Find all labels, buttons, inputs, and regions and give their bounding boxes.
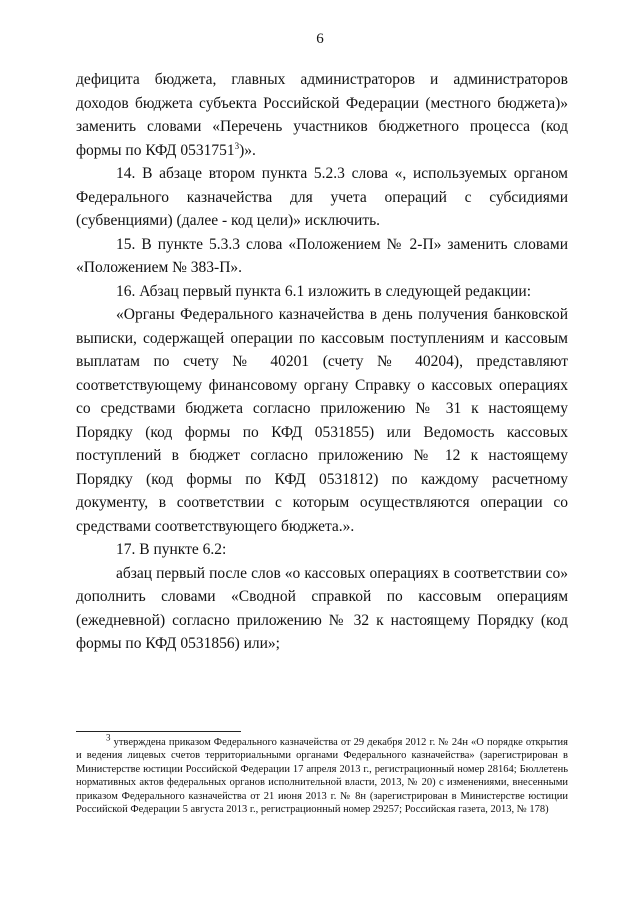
paragraph-item-15: 15. В пункте 5.3.3 слова «Положением № 2-П» заменить словами «Положением № 383-П». — [76, 235, 568, 276]
footnote — [76, 732, 568, 816]
paragraph-item-16: 16. Абзац первый пункта 6.1 изложить в следующей редакции: — [116, 282, 532, 300]
footnote-mark: 3 — [106, 732, 111, 743]
footnote-text: утверждена приказом Федерального казначейства от 29 декабря 2012 г. № 24н «О порядке открытия и ведения лицевых счетов территориальными органами Федерального казначейства» (зарегистрирован в Министерстве юстиции Российской Федерации 17 апреля 2013 г., регистрационный номер 28164; Бюллетень нормативных актов федеральных органов исполнительной власти, 2013, № 20) с изменениями, внесенными приказом Федерального казначейства от 21 июня 2013 г. № 8н (зарегистрирован в Министерстве юстиции Российской Федерации 5 августа 2013 г., регистрационный номер 29257; Российская газета, 2013, № 178) — [76, 737, 568, 816]
paragraph-item-14: 14. В абзаце втором пункта 5.2.3 слова «, используемых органом Федерального казначейства для учета операций с субсидиями (субвенциями) (далее - код цели)» исключить. — [76, 165, 568, 229]
paragraph-quoted-text: «Органы Федерального казначейства в день получения банковской выписки, содержащей операции по кассовым поступлениям и кассовым выплатам по счету № 40201 (счету № 40204), представляют соответствующему финансовому органу Справку о кассовых операциях со средствами бюджета согласно приложению № 31 к настоящему Порядку (код формы по КФД 0531855) или Ведомость кассовых поступлений в бюджет согласно приложению № 12 к настоящему Порядку (код формы по КФД 0531812) по каждому расчетному документу, в соответствии с которым осуществляются операции со средствами соответствующего бюджета.». — [76, 306, 568, 535]
paragraph-amendment: абзац первый после слов «о кассовых операциях в соответствии со» дополнить словами «Сводной справкой по кассовым операциям (ежедневной) согласно приложению № 32 к настоящему Порядку (код формы по КФД 0531856) или»; — [76, 564, 568, 652]
paragraph-continuation: дефицита бюджета, главных администраторов и администраторов доходов бюджета субъекта Российской Федерации (местного бюджета)» заменить словами «Перечень участников бюджетного процесса (код формы по КФД 0531751$^3$)». — [76, 71, 568, 159]
document-body — [76, 68, 568, 656]
paragraph-item-17: 17. В пункте 6.2: — [116, 541, 227, 558]
footnote-reference[interactable]: 3 — [234, 140, 240, 151]
footnote-divider — [76, 731, 241, 732]
page-number: 6 — [316, 31, 324, 47]
